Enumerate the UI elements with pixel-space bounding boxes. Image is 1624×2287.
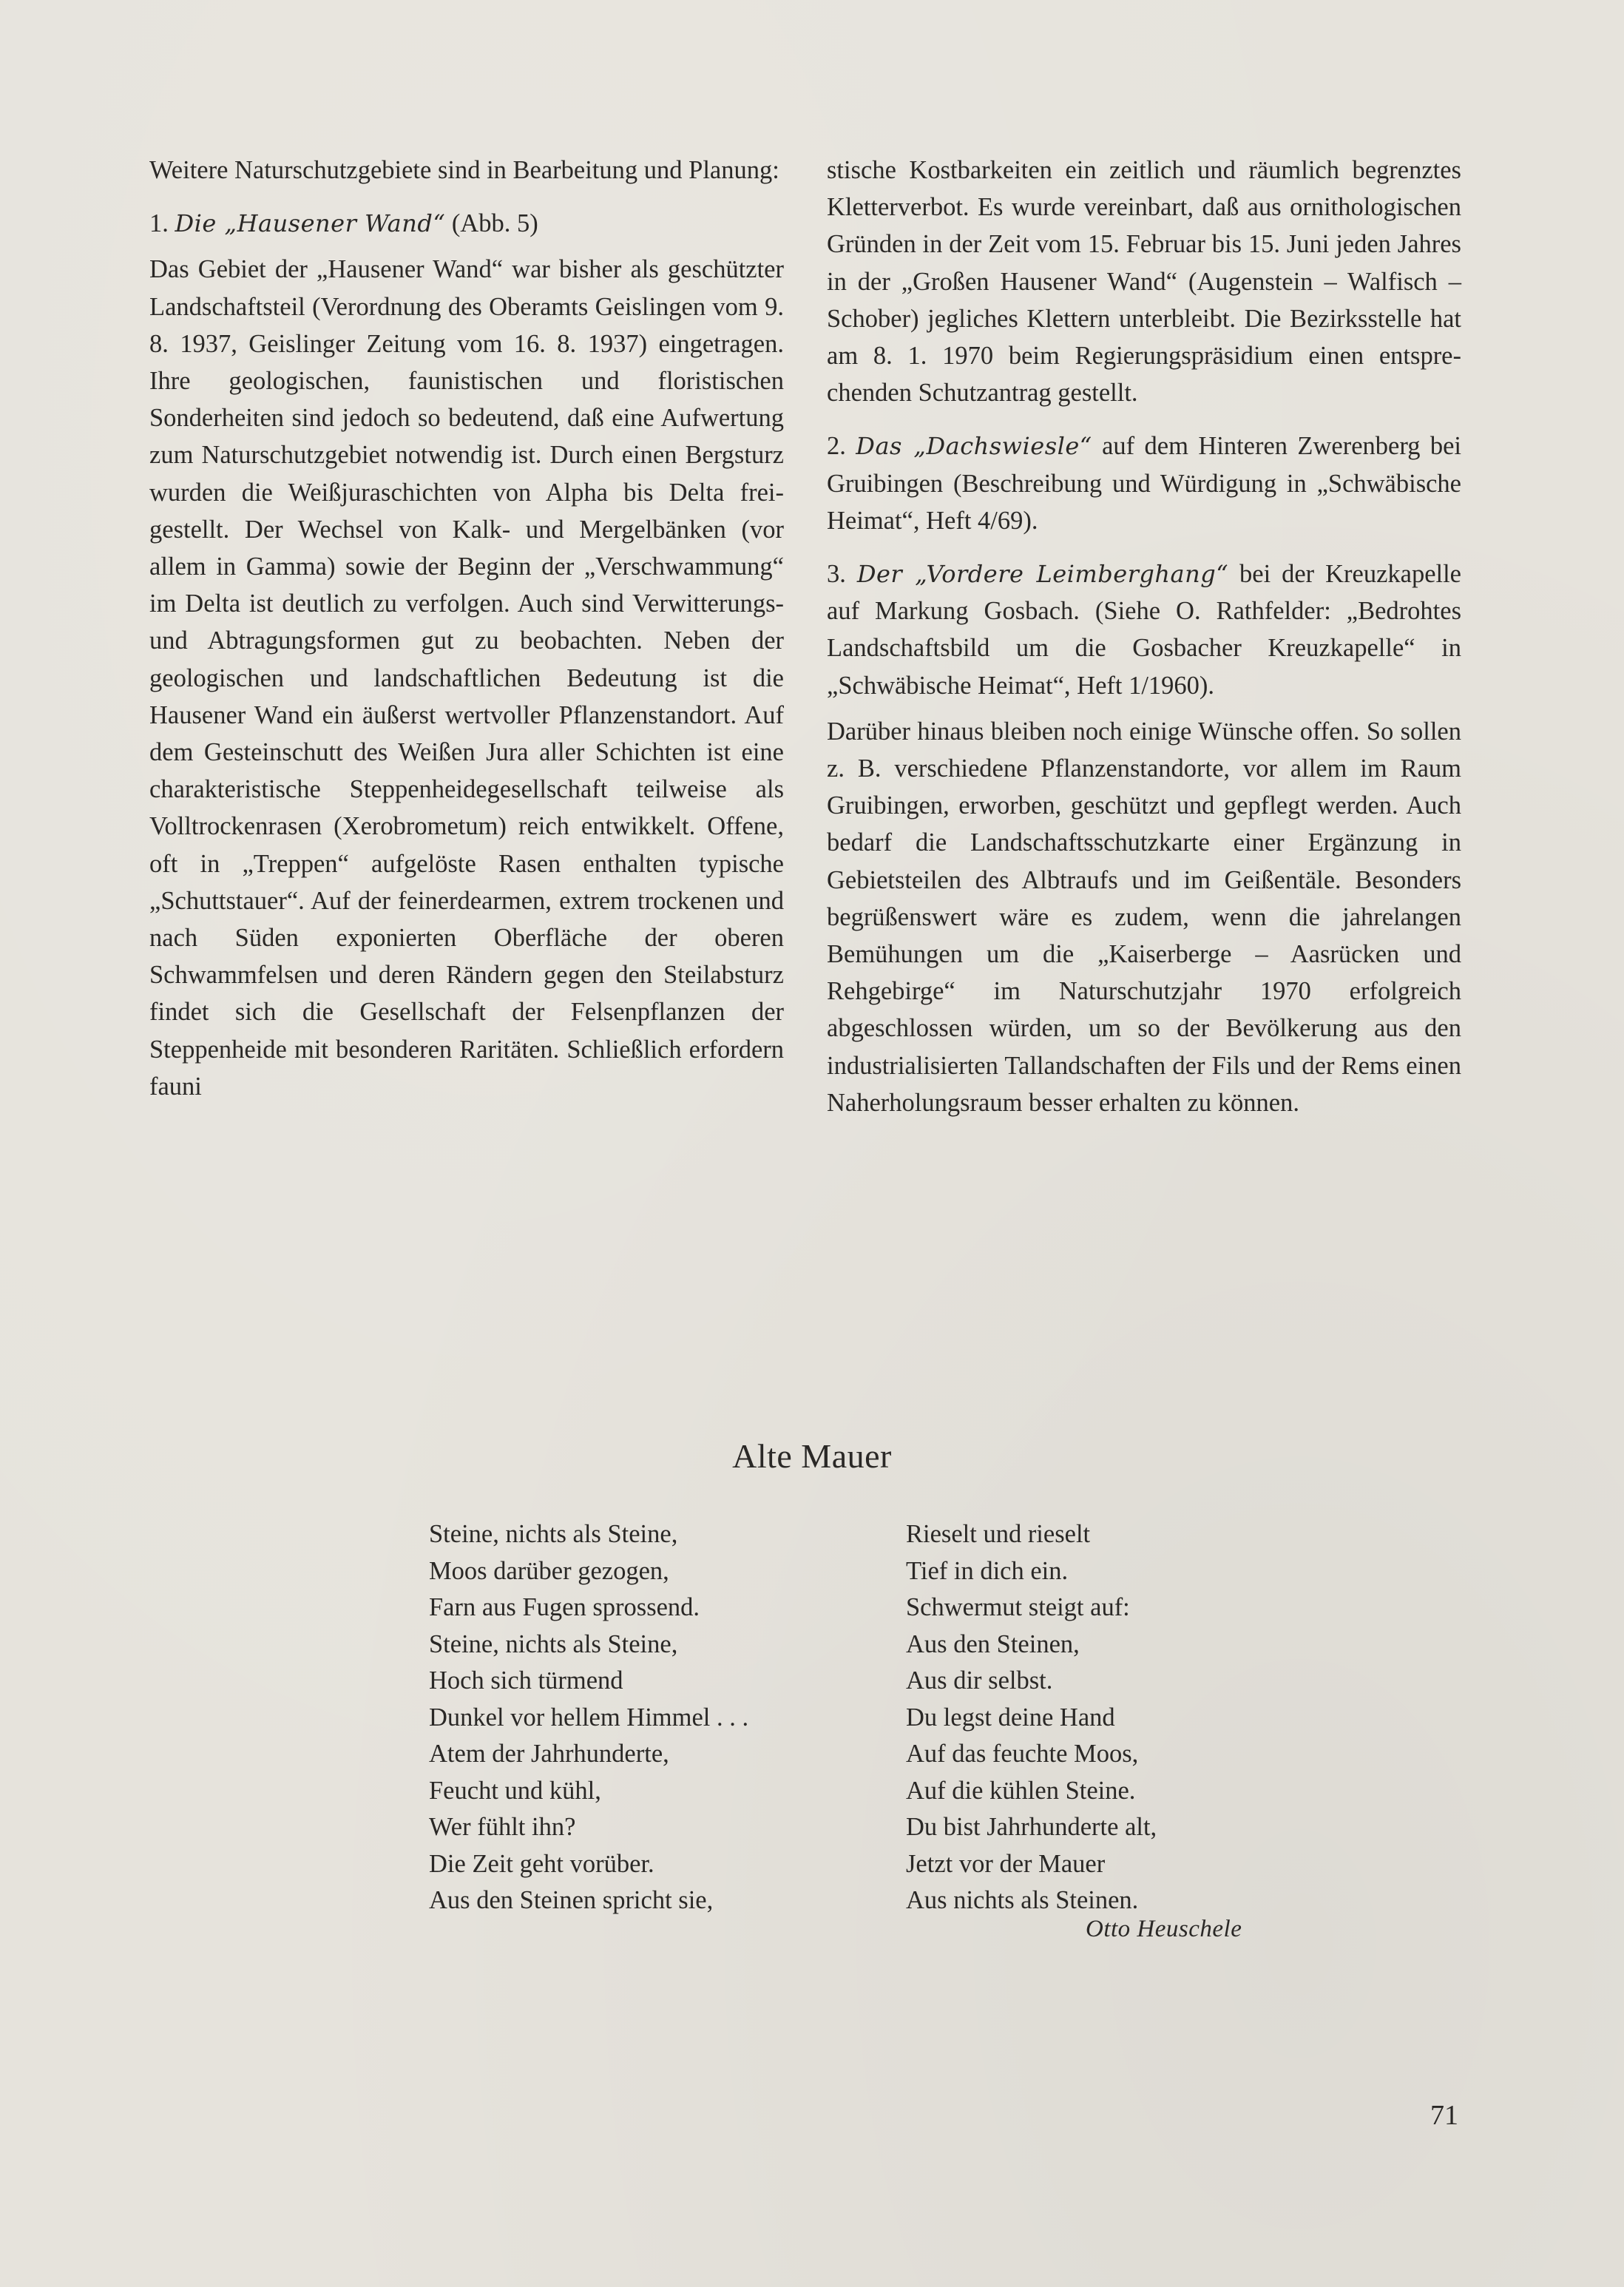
poem-line: Du bist Jahrhunderte alt, <box>906 1813 1157 1841</box>
poem-line: Rieselt und rieselt <box>906 1520 1091 1548</box>
poem-line: Aus den Steinen spricht sie, <box>429 1886 714 1914</box>
poem-line: Auf das feuchte Moos, <box>906 1740 1139 1768</box>
poem-line: Die Zeit geht vorüber. <box>429 1849 654 1878</box>
poem-line: Jetzt vor der Mauer <box>906 1849 1106 1878</box>
item-2-title: Das „Dachswiesle“ <box>856 432 1092 461</box>
poem-line: Aus nichts als Steinen. <box>906 1886 1139 1914</box>
poem-line: Schwermut steigt auf: <box>906 1593 1130 1621</box>
item-2-text: auf dem Hinteren Zwerenberg bei Gruibingen (Beschreibung und Würdigung in „Schwäbische Heimat“, Heft 4/69). <box>827 432 1462 535</box>
poem-line: Aus den Steinen, <box>906 1629 1080 1658</box>
poem-author: Otto Heuschele <box>1086 1916 1242 1942</box>
item-1-title: Die „Hausener Wand“ <box>175 209 446 238</box>
poem-line: Tief in dich ein. <box>906 1556 1069 1585</box>
item-3-text: bei der Kreuzkapelle auf Markung Gosbach. (Siehe O. Rathfelder: „Bedrohtes Landschaftsbild um die Gosbacher Kreuzkapelle“ in „Schwäbische Heimat“, Heft 1/1960). <box>827 560 1461 700</box>
poem-line: Auf die kühlen Steine. <box>906 1776 1136 1805</box>
item-3-paragraph <box>827 555 1461 704</box>
poem-line: Wer fühlt ihn? <box>429 1813 576 1841</box>
item-2-paragraph <box>827 428 1461 539</box>
poem-line: Dunkel vor hellem Himmel . . . <box>429 1703 749 1732</box>
continuation-paragraph: stische Kostbarkeiten ein zeitlich und räumlich begrenztes Kletterverbot. Es wurde vereinbart, daß aus ornithologischen Gründen in der Zeit vom 15. Februar bis 15. Juni jeden Jahres in der „Großen Hausener Wand“ (Augenstein – Walfisch – Schober) jegliches Klettern unterbleibt. Die Bezirksstelle hat am 8. 1. 1970 beim Regierungspräsidium einen entsprechenden Schutzantrag gestellt. <box>827 156 1461 408</box>
item-1-ref: (Abb. 5) <box>451 209 538 238</box>
poem-stanza-left <box>429 1516 748 1919</box>
intro-paragraph: Weitere Naturschutzgebiete sind in Bearbeitung und Planung: <box>149 156 779 184</box>
item-3-number: 3. <box>827 560 846 589</box>
poem-stanza-right <box>906 1516 1157 1919</box>
poem-line: Steine, nichts als Steine, <box>429 1629 678 1658</box>
poem-line: Farn aus Fugen sprossend. <box>429 1593 700 1621</box>
wishes-paragraph: Darüber hinaus bleiben noch einige Wünsche offen. So sollen z. B. verschiedene Pflanzenstandorte, vor allem im Raum Gruibingen, erworben, geschützt und gepflegt werden. Auch bedarf die Landschaftsschutzkarte einer Ergänzung in Gebietsteilen des Albtraufs und im Geißentäle. Besonders begrüßenswert wäre es zudem, wenn die jahrelangen Bemühungen um die „Kaiserberge – Aasrücken und Rehgebirge“ im Naturschutzjahr 1970 erfolgreich abgeschlossen würden, um so der Bevölkerung aus den industrialisierten Tallandschaften der Fils und der Rems einen Naherholungsraum besser erhalten zu können. <box>827 717 1461 1117</box>
right-column <box>827 152 1461 1121</box>
page-number: 71 <box>1430 2100 1458 2131</box>
poem-line: Hoch sich türmend <box>429 1666 623 1695</box>
item-1-heading <box>149 205 784 242</box>
item-3-title: Der „Vordere Leimberghang“ <box>856 560 1229 589</box>
poem-line: Feucht und kühl, <box>429 1776 601 1805</box>
hausener-wand-paragraph: Das Gebiet der „Hausener Wand“ war bisher als geschützter Landschaftsteil (Verordnung des Oberamts Geislingen vom 9. 8. 1937, Geislinger Zeitung vom 16. 8. 1937) eingetragen. Ihre geologischen, faunistischen und floristischen Sonderheiten sind jedoch so bedeutend, daß eine Aufwertung zum Naturschutzgebiet notwendig ist. Durch einen Bergsturz wurden die Weißjuraschichten von Alpha bis Delta freigestellt. Der Wechsel von Kalk- und Mergelbänken (vor allem in Gamma) sowie der Beginn der „Verschwammung“ im Delta ist deutlich zu verfolgen. Auch sind Verwitterungs- und Abtragungsformen gut zu beobachten. Neben der geologischen und landschaftlichen Bedeutung ist die Hausener Wand ein äußerst wertvoller Pflanzenstandort. Auf dem Gesteinschutt des Weißen Jura aller Schichten ist eine charakteristische Steppenheidegesellschaft teilweise als Volltrockenrasen (Xerobrometum) reich entwikkelt. Offene, oft in „Treppen“ aufgelöste Rasen enthalten typische „Schuttstauer“. Auf der feinerdearmen, extrem trockenen und nach Süden exponierten Oberfläche der oberen Schwammfelsen und deren Rändern gegen den Steilabsturz findet sich die Gesellschaft der Felsenpflanzen der Steppenheide mit besonderen Raritäten. Schließlich erfordern fauni <box>149 255 784 1101</box>
poem-line: Atem der Jahrhunderte, <box>429 1740 669 1768</box>
item-1-number: 1. <box>149 209 169 238</box>
poem-line: Steine, nichts als Steine, <box>429 1520 678 1548</box>
poem-title: Alte Mauer <box>732 1437 892 1475</box>
poem-line: Aus dir selbst. <box>906 1666 1053 1695</box>
poem-line: Moos darüber gezogen, <box>429 1556 669 1585</box>
item-2-number: 2. <box>827 432 846 461</box>
poem-line: Du legst deine Hand <box>906 1703 1115 1732</box>
left-column <box>149 152 784 1105</box>
